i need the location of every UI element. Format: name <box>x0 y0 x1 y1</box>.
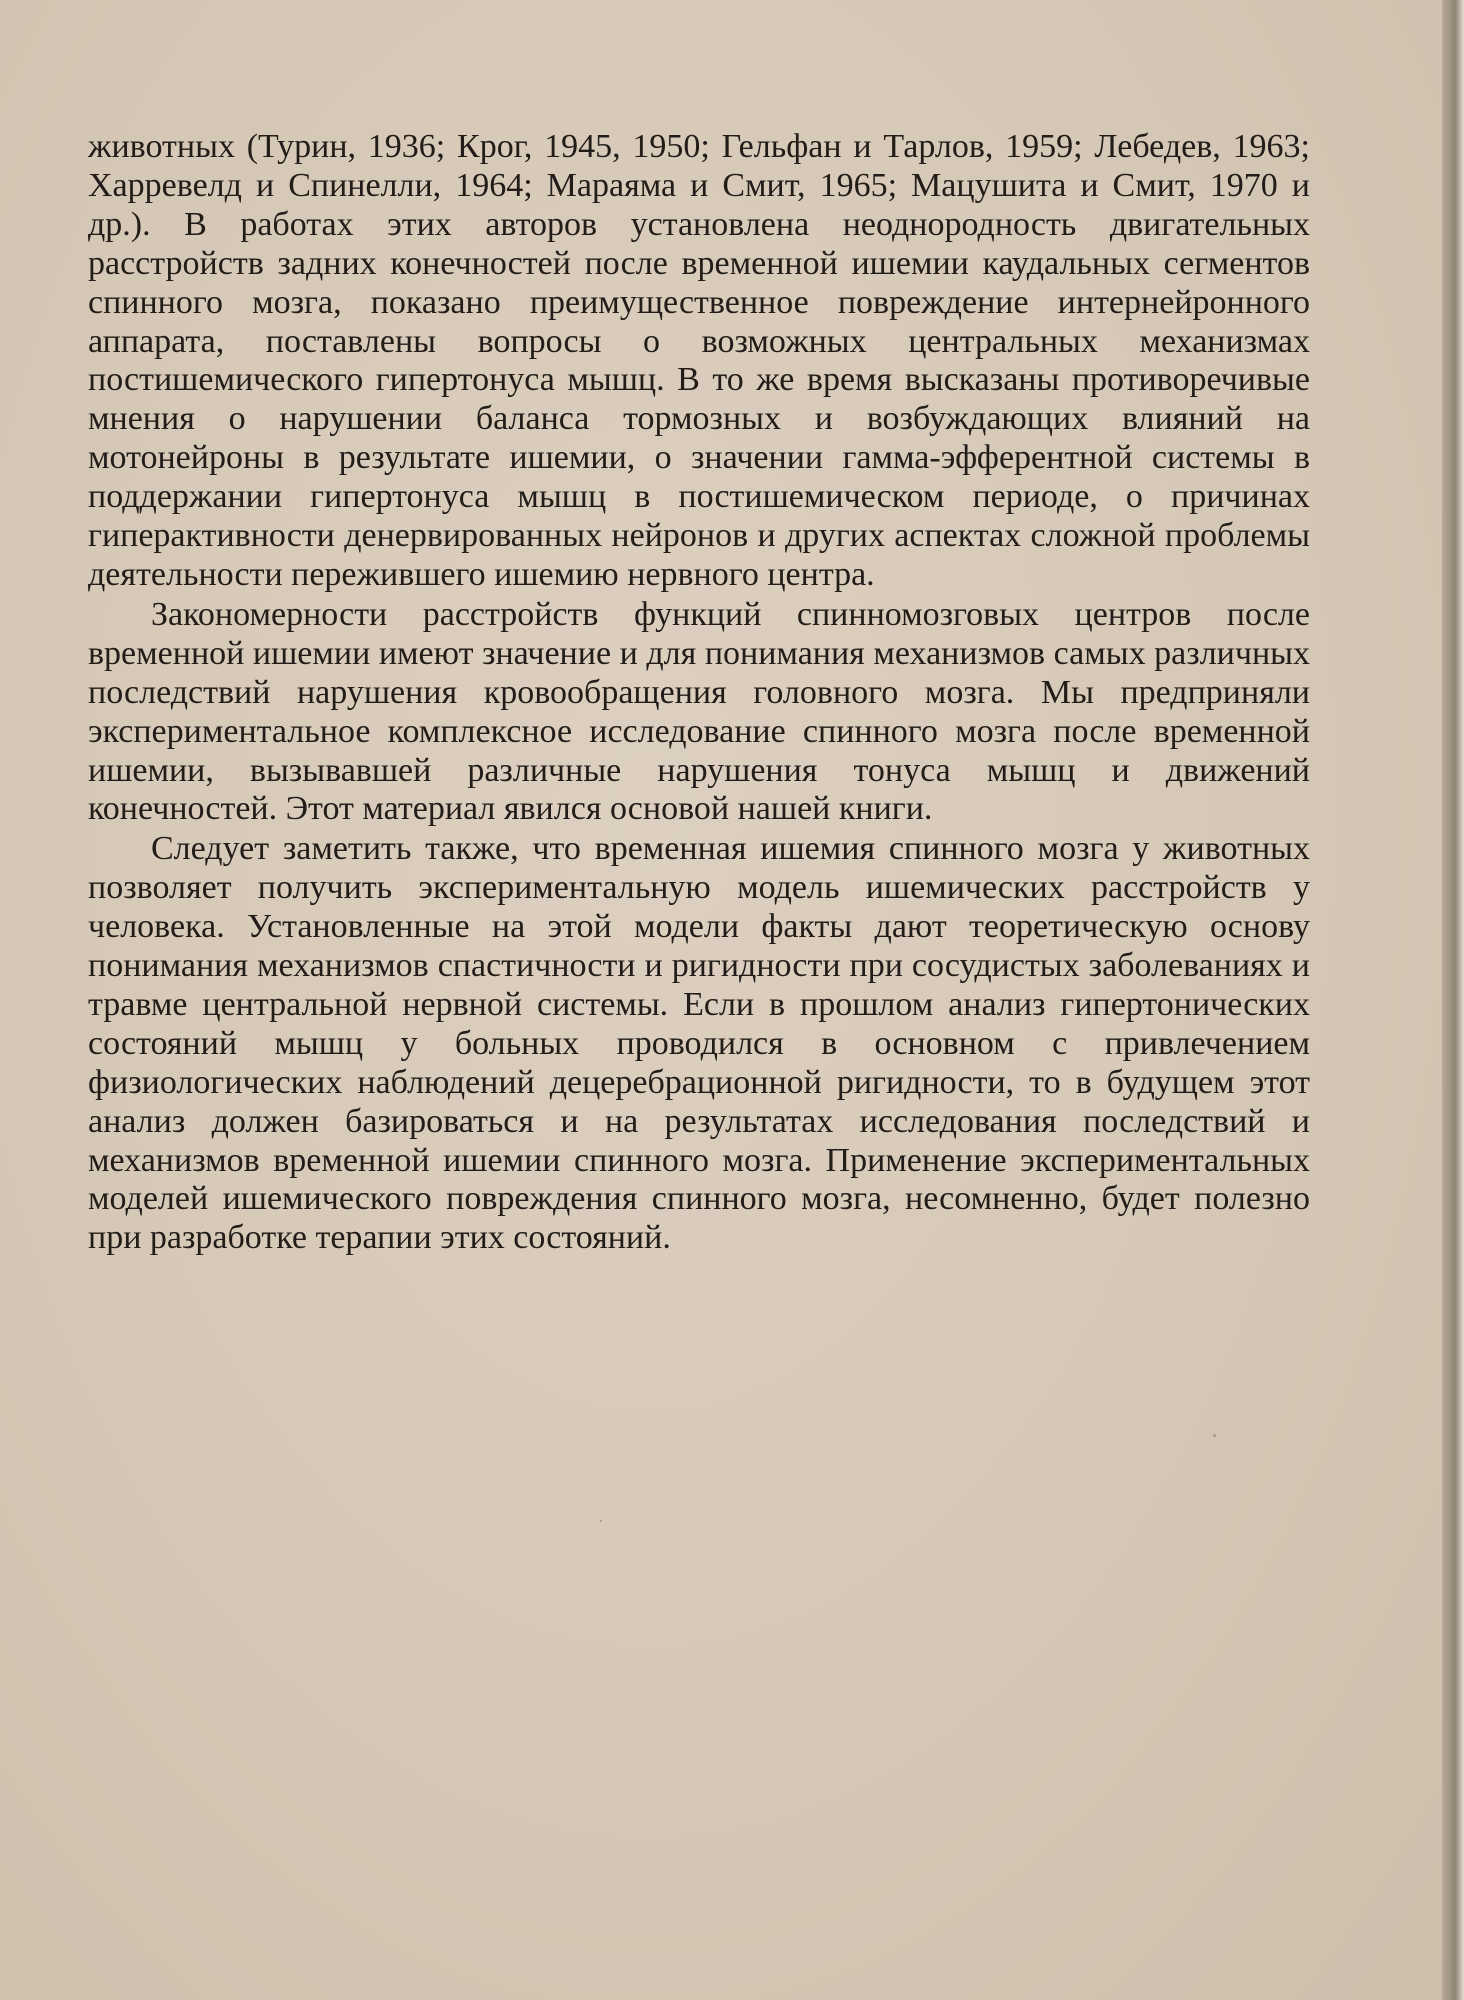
body-text <box>88 128 1310 1258</box>
page-edge <box>1442 0 1464 2000</box>
paragraph-model: Следует заметить также, что временная ишемия спинного мозга у животных позволяет получить экспериментальную модель ишемических расстройств у человека. Установленные на этой модели факты дают теоретическую основу понимания механизмов спастичности и ригидности при сосудистых заболеваниях и травме центральной нервной системы. Если в прошлом анализ гипертонических состояний мышц у больных проводился в основном с привлечением физиологических наблюдений децеребрационной ригидности, то в будущем этот анализ должен базироваться и на результатах исследования последствий и механизмов временной ишемии спинного мозга. Применение экспериментальных моделей ишемического повреждения спинного мозга, несомненно, будет полезно при разработке терапии этих состояний. <box>88 830 1310 1257</box>
paper-speck <box>1213 1434 1216 1437</box>
paragraph-continuation: животных (Турин, 1936; Крог, 1945, 1950; Гельфан и Тарлов, 1959; Лебедев, 1963; Харревелд и Спинелли, 1964; Мараяма и Смит, 1965; Мацушита и Смит, 1970 и др.). В работах этих авторов установлена неоднородность двигательных расстройств задних конечностей после временной ишемии каудальных сегментов спинного мозга, показано преимущественное повреждение интернейронного аппарата, поставлены вопросы о возможных центральных механизмах постишемического гипертонуса мышц. В то же время высказаны противоречивые мнения о нарушении баланса тормозных и возбуждающих влияний на мотонейроны в результате ишемии, о значении гамма-эфферентной системы в поддержании гипертонуса мышц в постишемическом периоде, о причинах гиперактивности денервированных нейронов и других аспектах сложной проблемы деятельности пережившего ишемию нервного центра. <box>88 128 1310 593</box>
paper-speck <box>600 1520 602 1522</box>
paragraph-regularities: Закономерности расстройств функций спинномозговых центров после временной ишемии имеют значение и для понимания механизмов самых различных последствий нарушения кровообращения головного мозга. Мы предприняли экспериментальное комплексное исследование спинного мозга после временной ишемии, вызывавшей различные нарушения тонуса мышц и движений конечностей. Этот материал явился основой нашей книги. <box>88 595 1310 828</box>
